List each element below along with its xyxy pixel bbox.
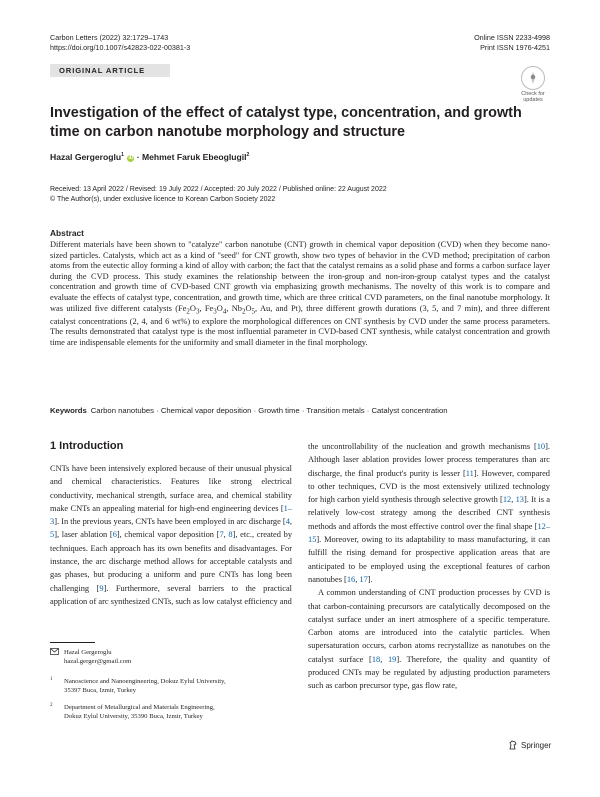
print-issn: Print ISSN 1976-4251 <box>480 43 550 52</box>
check-updates-line1: Check for <box>521 91 545 97</box>
article-title: Investigation of the effect of catalyst type, concentration, and growth time on carbon nanotube morphology and structure <box>50 105 522 141</box>
publisher-logo <box>508 740 551 750</box>
corresponding-author <box>50 648 131 666</box>
citation-link[interactable]: 9 <box>99 583 104 593</box>
citation-link[interactable]: 4 <box>285 517 290 527</box>
section-heading: 1 Introduction <box>50 440 124 452</box>
history-dates: Received: 13 April 2022 / Revised: 19 July 2022 / Accepted: 20 July 2022 / Published online: 22 August 2022 <box>50 186 387 193</box>
copyright-line: © The Author(s), under exclusive licence to Korean Carbon Society 2022 <box>50 196 276 203</box>
citation-link[interactable]: 7 <box>219 530 224 540</box>
citation-link[interactable]: 5 <box>50 530 55 540</box>
article-type-badge: ORIGINAL ARTICLE <box>50 64 170 77</box>
abstract-text: Different materials have been shown to "catalyze" carbon nanotube (CNT) growth in chemical vapor deposition (CVD) when they become nano-sized particles. Catalysts, which act as a kind of "seed" for CNT growth, show two types of behavior in the CVD method; precipitation of carbon atoms from the eutectic alloy forming a kind of alloy with carbon; the fact that the catalyst remains as a solid phase and forms a carbon surface layer during the CVD process. This study examines the relationship between the iron-group and non-iron-group catalyst types and the catalyst concentration and growth time of CVD-based CNT growth via emphasizing growth mechanisms. The novelty of this work is to compare and evaluate the effects of catalyst type, concentration, and growth time, which are three critical CVD parameters, on the final nanotube morphology. It was utilized five different catalysts ($Fe_2O_3$, $Fe_3O_4$, $Nb_2O_5$, Au, and Pt), three different growth durations (3, 5, and 7 min), and three different catalyst concentrations (2, 4, and 6 wt%) to explore the morphological differences on CNT synthesis by CVD under the same process parameters. The results demonstrated that catalyst type is the most influential parameter in CVD-based CNT synthesis, while catalyst concentration and growth time are indispensable elements for the uniformity and small diameter in the final morphology. <box>50 240 550 348</box>
doi-link[interactable]: https://doi.org/10.1007/s42823-022-00381-3 <box>50 43 191 52</box>
keywords <box>50 406 448 415</box>
author-2[interactable]: Mehmet Faruk Ebeoglugil <box>141 152 247 162</box>
publication-dates <box>50 185 387 205</box>
publisher-name: Springer <box>521 740 552 750</box>
check-for-updates-button[interactable] <box>516 66 550 103</box>
citation-link[interactable]: 17 <box>359 574 368 584</box>
author-2-affil: 2 <box>246 152 250 159</box>
online-issn: Online ISSN 2233-4998 <box>474 33 550 42</box>
citation-link[interactable]: 12–15 <box>308 521 550 545</box>
author-separator: · <box>134 152 142 162</box>
author-1-affil: 1 <box>121 152 124 159</box>
author-list <box>50 152 249 162</box>
citation-link[interactable]: 1–3 <box>50 503 292 527</box>
intro-left-column: CNTs have been intensively explored because of their unusual physical and chemical characteristics. Features like strong electrical conductivity, mechanical strength, surface area, and chemical stability make CNTs an appealing material for high-end engineering devices [1–3]. In the previous years, CNTs have been employed in arc discharge [4, 5], laser ablation [6], chemical vapor deposition [7, 8], etc., created by techniques. Each approach has its own benefits and disadvantages. For instance, the arc discharge method allows for acceptable catalysts and gas phases, but producing a uniform and pure CNTs has long been challenging [9]. Furthermore, several barriers to the practical application of arc synthesized CNTs, such as low catalyst efficiency and <box>50 464 293 606</box>
citation-link[interactable]: 11 <box>465 468 474 478</box>
keywords-label: Keywords <box>50 406 87 415</box>
check-updates-icon <box>521 66 545 90</box>
corresponding-email[interactable]: hazal.gerger@gmail.com <box>64 658 132 666</box>
footnote-divider <box>50 642 95 643</box>
citation-link[interactable]: 13 <box>515 495 524 505</box>
citation-link[interactable]: 16 <box>346 574 356 584</box>
affiliation-1: 1 Nanoscience and Nanoengineering, Dokuz Eylul University, 35397 Buca, Izmir, Turkey <box>50 677 226 695</box>
corresponding-name: Hazal Gergeroglu <box>64 649 112 656</box>
citation-link[interactable]: 12 <box>502 495 512 505</box>
intro-right-column <box>308 440 550 693</box>
springer-horse-icon <box>508 740 518 750</box>
journal-citation: Carbon Letters (2022) 32:1729–1743 <box>50 33 169 42</box>
author-1[interactable]: Hazal Gergeroglu <box>50 152 122 162</box>
citation-link[interactable]: 8 <box>228 530 233 540</box>
email-icon <box>50 648 59 658</box>
paragraph: A common understanding of CNT production processes by CVD is that carbon-containing precursors are catalytically decomposed on the catalyst surface under an inert atmosphere of a specific temperature. Carbon atoms are introduced into the catalytic particles. When supersaturation occurs, carbon atoms recrystallize as nanotubes on the catalyst surface [18, 19]. Therefore, the quality and quantity of produced CNTs may be regulated by adjusting production parameters such as carbon precursor type, gas flow rate, <box>308 588 550 691</box>
keywords-list: Carbon nanotubes · Chemical vapor deposition · Growth time · Transition metals · Catalyst concentration <box>90 406 448 415</box>
orcid-icon[interactable]: iD <box>128 155 134 161</box>
citation-link[interactable]: 18 <box>371 654 381 664</box>
citation-link[interactable]: 10 <box>536 442 546 451</box>
citation-link[interactable]: 6 <box>112 530 117 540</box>
abstract-heading: Abstract <box>50 228 84 238</box>
check-updates-line2: updates <box>523 97 543 103</box>
citation-link[interactable]: 19 <box>387 654 397 664</box>
affiliation-2: 2 Department of Metallurgical and Materials Engineering, Dokuz Eylul University, 35390 Buca, Izmir, Turkey <box>50 703 215 721</box>
paragraph: the uncontrollability of the nucleation and growth mechanisms [10]. Although laser ablation provides lower process temperatures than arc discharge, the final product's purity is lesser [11]. However, compared to other techniques, CVD is the most extensively utilized technology for high carbon yield synthesis through selective growth [12, 13]. It is a relatively low-cost strategy among the described CNT synthesis methods and affords the most effective control over the final shape [12–15]. Moreover, owing to its adaptability to mass manufacturing, it can fulfill the rising demand for prospective application areas that are anticipated to be employed using the exceptional features of carbon nanotubes [16, 17]. <box>308 442 551 584</box>
